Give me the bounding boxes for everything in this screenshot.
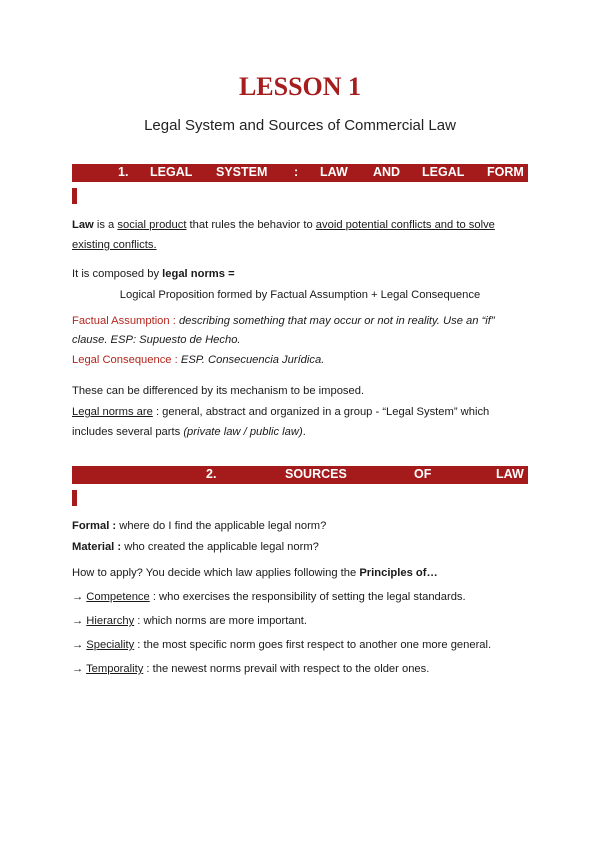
principle-item-temporality: → Temporality : the newest norms prevail with respect to the older ones. bbox=[72, 663, 430, 675]
heading-word: SYSTEM bbox=[216, 165, 268, 179]
section-1-heading bbox=[72, 164, 528, 182]
arrow-icon: → bbox=[72, 591, 87, 603]
heading-word: AND bbox=[373, 165, 401, 179]
heading-word: LEGAL bbox=[150, 165, 193, 179]
heading-word: FORM bbox=[487, 165, 524, 179]
principle-item-hierarchy: → Hierarchy : which norms are more important. bbox=[72, 615, 308, 627]
lesson-title: LESSON 1 bbox=[238, 72, 362, 101]
legal-norms-are-line-2: includes several parts (private law / public law). bbox=[72, 426, 306, 438]
heading-word: LEGAL bbox=[422, 165, 465, 179]
composed-by-line: It is composed by legal norms = bbox=[72, 268, 235, 280]
law-definition-line-1: Law is a social product that rules the behavior to avoid potential conflicts and to solve bbox=[72, 219, 495, 231]
arrow-icon: → bbox=[72, 639, 87, 651]
factual-assumption-line-2: clause. ESP: Supuesto de Hecho. bbox=[72, 334, 241, 346]
legal-norms-are-line-1: Legal norms are : general, abstract and organized in a group - “Legal System” which bbox=[72, 406, 490, 418]
how-to-apply-line: How to apply? You decide which law applies following the Principles of… bbox=[72, 567, 438, 579]
heading-tail-marker bbox=[72, 490, 77, 506]
heading-word: OF bbox=[414, 467, 432, 481]
heading-word: : bbox=[294, 165, 299, 179]
heading-word: LAW bbox=[496, 467, 524, 481]
law-definition-line-2: existing conflicts. bbox=[72, 239, 157, 251]
section-2-heading bbox=[72, 466, 528, 484]
principle-item-speciality: → Speciality : the most specific norm goes first respect to another one more general. bbox=[72, 639, 492, 651]
principle-item-competence: → Competence : who exercises the responsibility of setting the legal standards. bbox=[72, 591, 466, 603]
heading-word: SOURCES bbox=[285, 467, 347, 481]
mechanism-line: These can be differenced by its mechanism to be imposed. bbox=[72, 385, 365, 397]
formal-source-line: Formal : where do I find the applicable legal norm? bbox=[72, 520, 327, 532]
material-source-line: Material : who created the applicable legal norm? bbox=[72, 541, 319, 553]
logical-proposition: Logical Proposition formed by Factual Assumption + Legal Consequence bbox=[119, 289, 481, 301]
arrow-icon: → bbox=[72, 615, 87, 627]
legal-consequence-line: Legal Consequence : ESP. Consecuencia Jurídica. bbox=[72, 354, 325, 366]
arrow-icon: → bbox=[72, 663, 87, 675]
heading-word: LAW bbox=[320, 165, 348, 179]
factual-assumption-line-1: Factual Assumption : describing something that may occur or not in reality. Use an “if” bbox=[72, 315, 495, 327]
heading-word: 2. bbox=[206, 467, 217, 481]
heading-word: 1. bbox=[118, 165, 129, 179]
heading-tail-marker bbox=[72, 188, 77, 204]
lesson-subtitle: Legal System and Sources of Commercial Law bbox=[144, 117, 456, 134]
